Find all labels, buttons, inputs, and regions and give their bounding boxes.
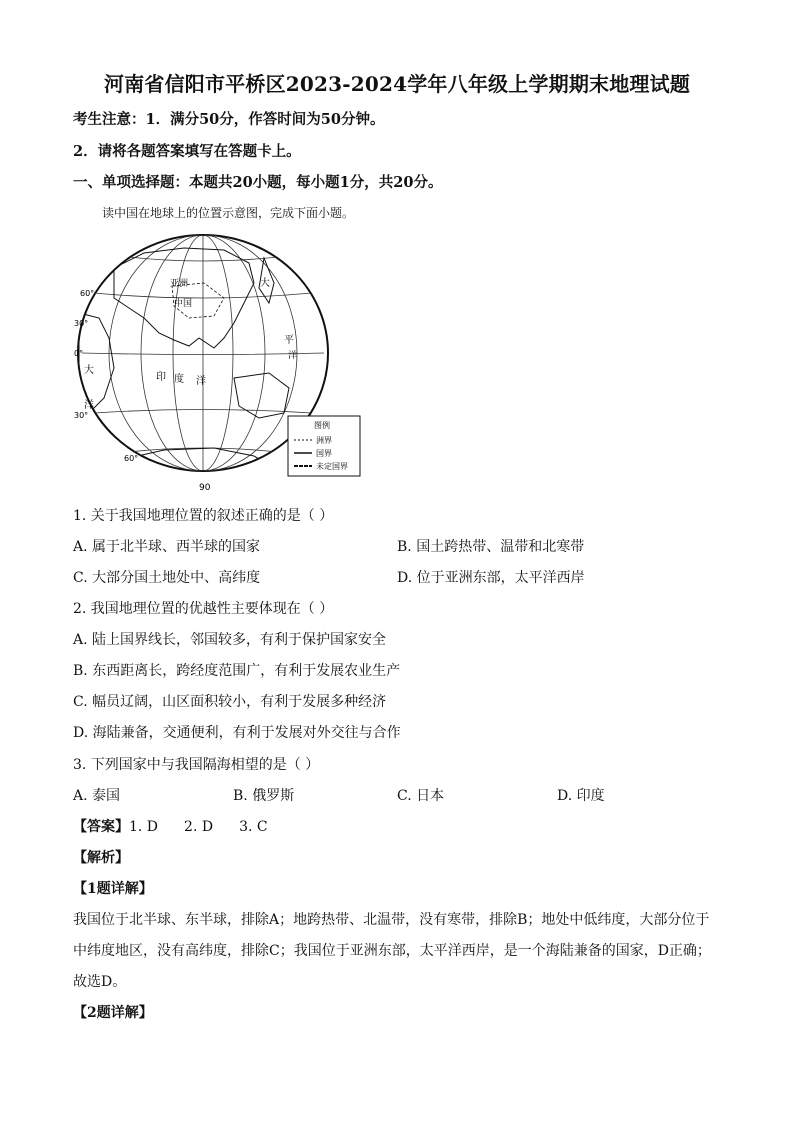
q1-option-c: C. 大部分国土地处中、高纬度 — [73, 570, 261, 586]
answer-2: 2. D — [184, 819, 214, 835]
question-3-stem: 3. 下列国家中与我国隔海相望的是（ ） — [73, 757, 320, 773]
q2-option-d: D. 海陆兼备，交通便利，有利于发展对外交往与合作 — [73, 725, 401, 741]
q3-option-a: A. 泰国 — [73, 788, 121, 804]
map-label: 大 — [84, 365, 94, 376]
map-label: 大 — [260, 278, 270, 289]
q3-option-b: B. 俄罗斯 — [233, 788, 295, 804]
map-label: 度 — [174, 374, 184, 385]
map-legend — [288, 416, 360, 476]
map-tick-label: 0° — [74, 349, 84, 358]
detail-1-line-3: 故选D。 — [73, 974, 127, 990]
legend-item: 未定国界 — [316, 462, 348, 471]
detail-1-label: 【1题详解】 — [73, 881, 153, 897]
map-label: 亚洲 — [170, 279, 189, 289]
legend-item: 国界 — [316, 449, 332, 458]
legend-title: 图例 — [314, 421, 330, 430]
detail-1-line-1: 我国位于北半球、东半球，排除A；地跨热带、北温带，没有寒带，排除B；地处中低纬度，大部分位于 — [73, 912, 710, 928]
q1-option-d: D. 位于亚洲东部，太平洋西岸 — [397, 570, 585, 586]
analysis-label: 【解析】 — [73, 850, 129, 866]
notice-line-2: 2．请将各题答案填写在答题卡上。 — [73, 143, 301, 160]
answer-3: 3. C — [239, 819, 268, 835]
detail-2-label: 【2题详解】 — [73, 1005, 153, 1021]
answer-1: 1. D — [129, 819, 159, 835]
detail-1-line-2: 中纬度地区，没有高纬度，排除C；我国位于亚洲东部，太平洋西岸，是一个海陆兼备的国家，D正确； — [73, 943, 711, 959]
q1-option-b: B. 国土跨热带、温带和北寒带 — [397, 539, 585, 555]
map-label: 洋 — [84, 400, 94, 411]
section-heading: 一、单项选择题：本题共20小题，每小题1分，共20分。 — [73, 174, 443, 191]
map-label: 洋 — [196, 376, 206, 387]
map-label: 印 — [156, 372, 166, 383]
notice-line-1: 考生注意：1．满分50分，作答时间为50分钟。 — [73, 111, 385, 128]
globe-map — [74, 228, 374, 496]
map-tick-label: 30° — [74, 319, 89, 328]
map-label: 中国 — [174, 299, 193, 309]
question-2-stem: 2. 我国地理位置的优越性主要体现在（ ） — [73, 601, 334, 617]
q3-option-c: C. 日本 — [397, 788, 445, 804]
q2-option-c: C. 幅员辽阔，山区面积较小，有利于发展多种经济 — [73, 694, 387, 710]
map-label: 平 — [284, 335, 294, 346]
map-label: 洋 — [288, 351, 298, 361]
map-tick-label: 60° — [80, 289, 95, 298]
map-tick-label: 60° — [124, 454, 139, 463]
answer-block — [73, 816, 268, 836]
q2-option-b: B. 东西距离长，跨经度范围广，有利于发展农业生产 — [73, 663, 401, 679]
page-title: 河南省信阳市平桥区2023-2024学年八年级上学期期末地理试题 — [103, 72, 691, 96]
legend-item: 洲界 — [316, 436, 332, 445]
q3-option-d: D. 印度 — [557, 788, 605, 804]
map-tick-label: 90 — [199, 483, 211, 493]
answer-label: 【答案】 — [73, 819, 129, 835]
q1-option-a: A. 属于北半球、西半球的国家 — [73, 539, 261, 555]
question-1-stem: 1. 关于我国地理位置的叙述正确的是（ ） — [73, 508, 334, 524]
q2-option-a: A. 陆上国界线长，邻国较多，有利于保护国家安全 — [73, 632, 387, 648]
map-tick-label: 30° — [74, 411, 89, 420]
map-intro: 读中国在地球上的位置示意图，完成下面小题。 — [102, 206, 355, 220]
